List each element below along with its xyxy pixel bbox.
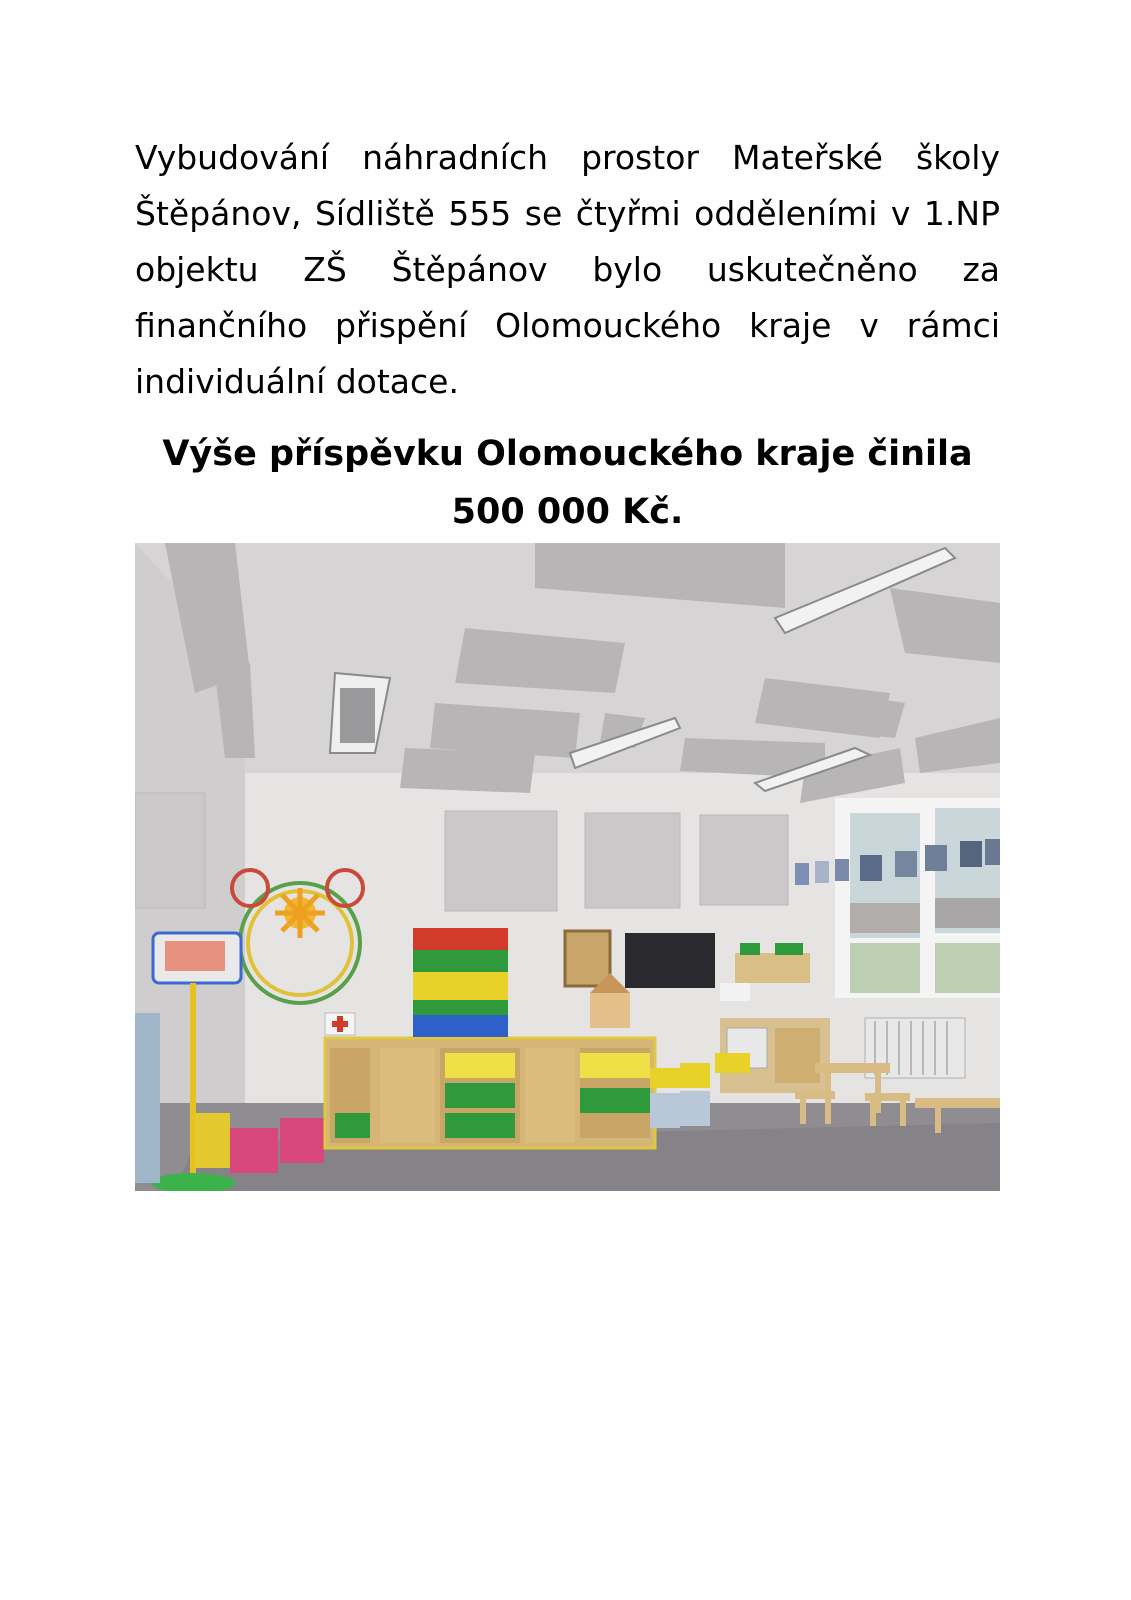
classroom-photo: [135, 543, 1000, 1191]
cork-board: [565, 931, 610, 986]
yellow-box: [195, 1113, 230, 1168]
stacked-mats: [135, 1013, 160, 1183]
sun-decoration: [275, 888, 325, 938]
first-aid-box: [325, 1013, 355, 1035]
basket-2: [680, 1063, 710, 1088]
window: [835, 798, 1000, 998]
pink-box-2: [280, 1118, 324, 1163]
contribution-heading: [135, 425, 1000, 541]
dollhouse: [590, 993, 630, 1028]
heading-line-1: Výše příspěvku Olomouckého kraje činila: [162, 434, 973, 474]
shelving-unit: [325, 1038, 655, 1148]
basket: [650, 1068, 680, 1088]
intro-paragraph: Vybudování náhradních prostor Mateřské školy Štěpánov, Sídliště 555 se čtyřmi odděleními v 1.NP objektu ZŠ Štěpánov bylo uskutečněno za finančního přispění Olomouckého kraje v rámci individuální dotace.: [135, 138, 1000, 401]
storage-bin: [650, 1093, 680, 1128]
basket-3: [715, 1053, 750, 1073]
storage-bin-2: [680, 1091, 710, 1126]
pink-box: [230, 1128, 278, 1173]
foam-block-tower: [413, 928, 508, 1037]
heading-line-2: 500 000 Kč.: [451, 492, 684, 532]
tv-screen: [625, 933, 715, 988]
